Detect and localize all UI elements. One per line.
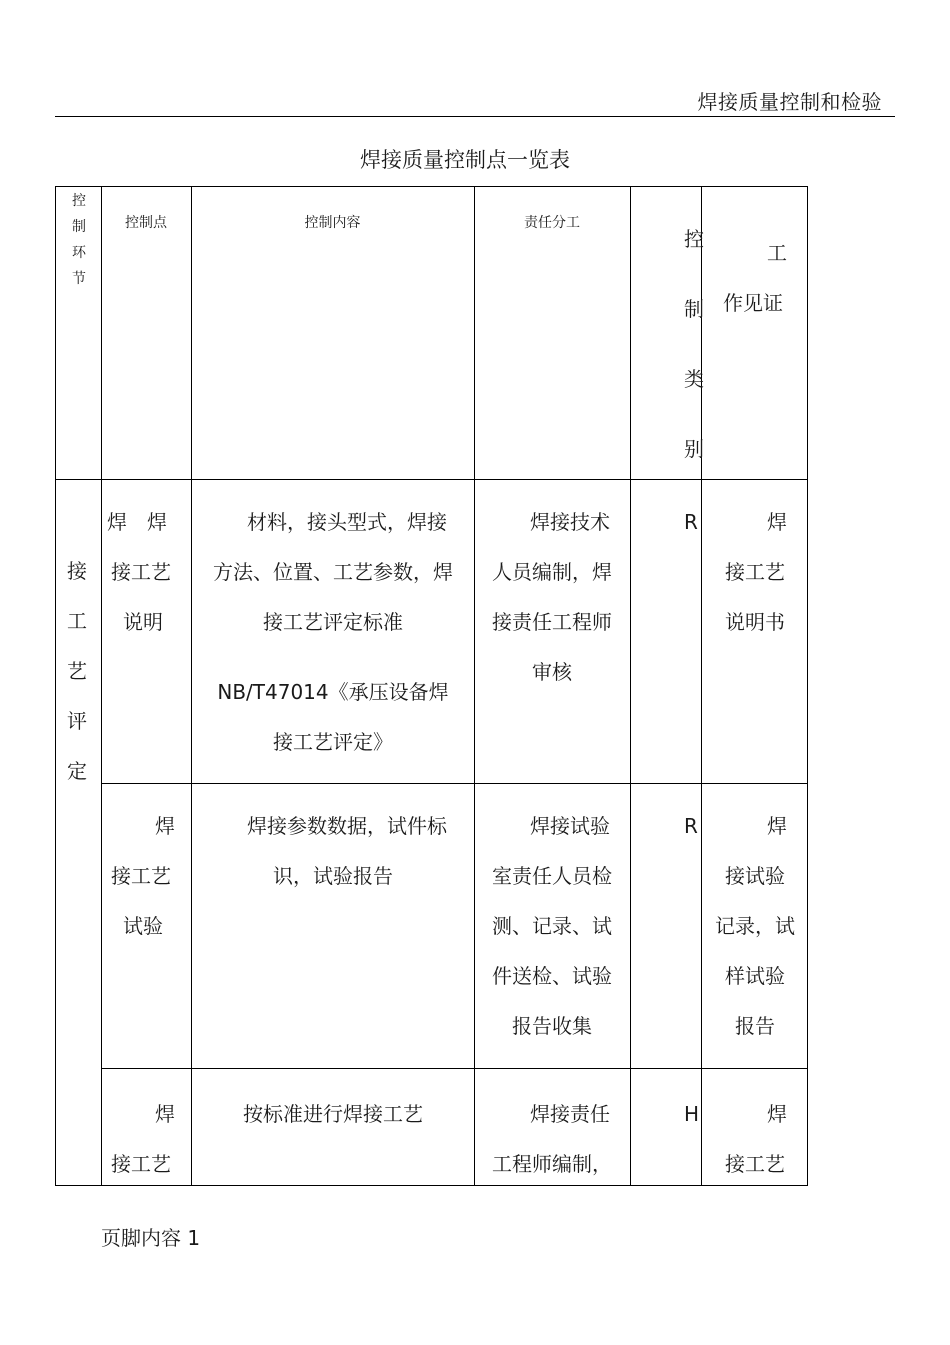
- row2-control-content: [193, 801, 473, 901]
- row1-responsibility: [476, 497, 628, 697]
- cell-line: 按标准进行焊接工艺: [243, 1102, 423, 1126]
- cell-line: 记录，试: [715, 914, 795, 938]
- cell-line: 件送检、试验: [492, 964, 612, 988]
- cell-line: 接责任工程师: [492, 610, 612, 634]
- row3-work-evidence: [703, 1089, 807, 1189]
- cell-line: 试验: [123, 914, 163, 938]
- cell-line: 工程师编制，: [492, 1152, 612, 1176]
- row2-responsibility: [476, 801, 628, 1051]
- stage-char: 接: [67, 559, 87, 583]
- control-points-table: [55, 186, 808, 1186]
- row1-control-point: [107, 497, 187, 647]
- row1-control-content: [193, 497, 473, 767]
- header-category-char: 别: [684, 437, 704, 461]
- cell-line: 接工艺: [111, 560, 171, 584]
- row1-work-evidence: [703, 497, 807, 647]
- table-border-left: [55, 186, 56, 1186]
- header-work-evidence: [701, 228, 807, 328]
- table-row-divider: [101, 1068, 808, 1069]
- cell-line: 人员编制，焊: [492, 560, 612, 584]
- stage-char: 艺: [67, 659, 87, 683]
- page-footer: 页脚内容 1: [101, 1226, 201, 1250]
- row2-control-point: [107, 801, 187, 951]
- cell-line: 焊接技术: [530, 510, 610, 534]
- cell-line: 报告收集: [512, 1014, 592, 1038]
- header-stage-char: 制: [72, 219, 86, 235]
- cell-line: NB/T47014《承压设备焊: [217, 680, 449, 704]
- cell-line: 方法、位置、工艺参数，焊: [213, 560, 453, 584]
- cell-line: 说明书: [725, 610, 785, 634]
- cell-line: 接工艺: [111, 864, 171, 888]
- header-stage: [69, 188, 89, 292]
- header-category-char: 控: [684, 227, 704, 251]
- cell-line: 接工艺: [725, 560, 785, 584]
- table-col-divider: [101, 186, 102, 1186]
- cell-line: 说明: [123, 610, 163, 634]
- row3-control-content: [193, 1089, 473, 1139]
- header-stage-char: 环: [72, 245, 86, 261]
- row3-control-point: [107, 1089, 187, 1189]
- row3-control-category: H: [684, 1102, 700, 1126]
- cell-line: 审核: [532, 660, 572, 684]
- cell-line: 接工艺: [725, 1152, 785, 1176]
- document-title: 焊接质量控制点一览表: [360, 148, 570, 172]
- cell-line: 焊接试验: [530, 814, 610, 838]
- stage-welding-procedure-qualification: [67, 546, 87, 796]
- row3-responsibility: [476, 1089, 628, 1189]
- cell-line: 材料，接头型式，焊接: [247, 510, 447, 534]
- cell-line: 焊接责任: [530, 1102, 610, 1126]
- table-border-right: [807, 186, 808, 1186]
- header-control-point: 控制点: [125, 215, 167, 231]
- cell-line: 报告: [735, 1014, 775, 1038]
- cell-line: 测、记录、试: [492, 914, 612, 938]
- stage-char: 工: [67, 609, 87, 633]
- cell-line: 接工艺评定》: [273, 730, 393, 754]
- cell-line: 焊: [155, 814, 175, 838]
- header-control-content: 控制内容: [304, 215, 361, 231]
- cell-line: 接试验: [725, 864, 785, 888]
- cell-line: 识，试验报告: [273, 864, 393, 888]
- header-evidence-line: 工: [767, 241, 787, 265]
- table-col-divider: [630, 186, 631, 1186]
- table-border-top: [55, 186, 808, 187]
- cell-line: 焊 焊: [107, 510, 167, 534]
- cell-line: 焊: [767, 814, 787, 838]
- header-evidence-line: 作见证: [723, 291, 783, 315]
- header-responsibility: 责任分工: [524, 215, 580, 231]
- header-rule: [55, 116, 895, 117]
- cell-line: 焊: [155, 1102, 175, 1126]
- cell-line: 室责任人员检: [492, 864, 612, 888]
- header-category-char: 制: [684, 297, 704, 321]
- cell-line: 焊: [767, 1102, 787, 1126]
- cell-line: 接工艺评定标准: [263, 610, 403, 634]
- header-stage-char: 控: [72, 193, 86, 209]
- cell-line: 接工艺: [111, 1152, 171, 1176]
- running-header: 焊接质量控制和检验: [697, 90, 882, 114]
- cell-line: 焊: [767, 510, 787, 534]
- cell-line: 样试验: [725, 964, 785, 988]
- table-col-divider: [474, 186, 475, 1186]
- row1-control-category: R: [684, 510, 698, 534]
- stage-char: 定: [67, 759, 87, 783]
- stage-char: 评: [67, 709, 87, 733]
- row2-work-evidence: [703, 801, 807, 1051]
- header-category-char: 类: [684, 367, 704, 391]
- table-row-divider: [101, 783, 808, 784]
- table-col-divider: [191, 186, 192, 1186]
- header-stage-char: 节: [72, 271, 86, 287]
- row2-control-category: R: [684, 814, 698, 838]
- cell-line: 焊接参数数据，试件标: [247, 814, 447, 838]
